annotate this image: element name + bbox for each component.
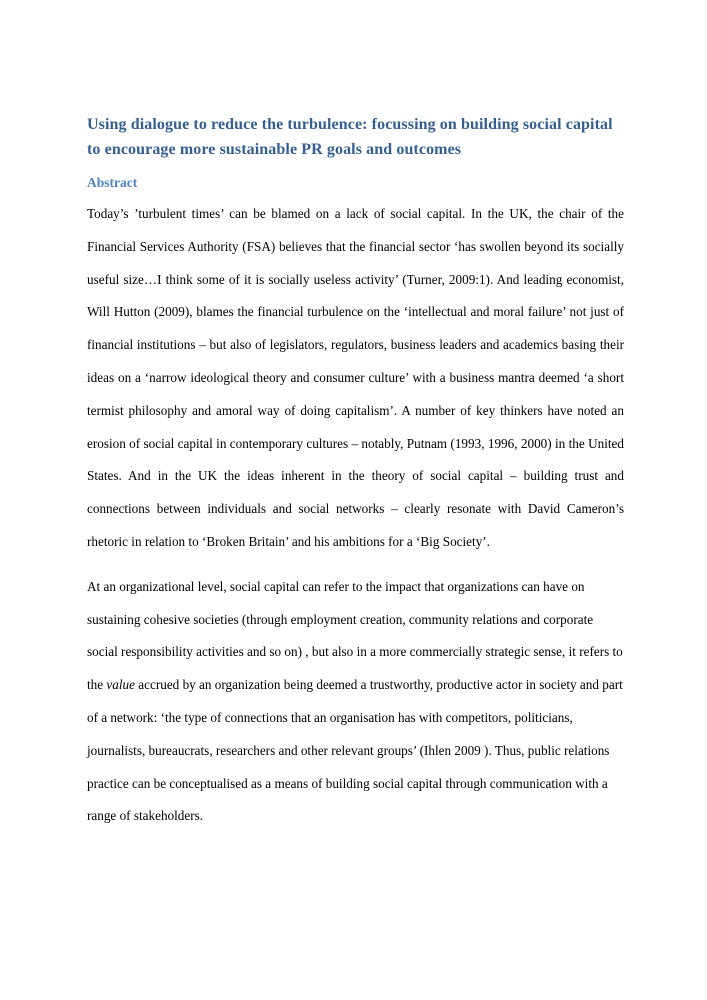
abstract-paragraph-1	[87, 198, 624, 559]
paragraph-text: At an organizational level, social capital can refer to the impact that organizations can have on sustaining cohesive societies (through employment creation, community relations and corporate social responsibility activities and so on) , but also in a more commercially strategic sense, it refers to the	[87, 578, 623, 693]
paragraph-text-italic: value	[106, 677, 135, 693]
paragraph-text: Today’s ’turbulent times’ can be blamed on a lack of social capital. In the UK, the chair of the Financial Services Authority (FSA) believes that the financial sector ‘has swollen beyond its socially useful size…I think some of it is socially useless activity’ (Turner, 2009:1). And leading economist, Will Hutton (2009), blames the financial turbulence on the ‘intellectual and moral failure’ not just of financial institutions – but also of legislators, regulators, business leaders and academics basing their ideas on a ‘narrow ideological theory and consumer culture’ with a business mantra deemed ‘a short termist philosophy and amoral way of doing capitalism’. A number of key thinkers have noted an erosion of social capital in contemporary cultures – notably, Putnam (1993, 1996, 2000) in the United States. And in the UK the ideas inherent in the theory of social capital – building trust and connections between individuals and social networks – clearly resonate with David Cameron’s rhetoric in relation to ‘Broken Britain’ and his ambitions for a ‘Big Society’.	[87, 206, 624, 549]
abstract-heading: Abstract	[87, 175, 138, 190]
paper-title: Using dialogue to reduce the turbulence: focussing on building social capital to encourage more sustainable PR goals and outcomes	[87, 116, 613, 158]
paragraph-text: accrued by an organization being deemed a trustworthy, productive actor in society and part of a network: ‘the type of connections that an organisation has with competitors, politicians, journalists, bureaucrats, researchers and other relevant groups’ (Ihlen 2009 ). Thus, public relations practice can be conceptualised as a means of building social capital through communication with a range of stakeholders.	[87, 677, 623, 824]
page-content	[87, 112, 624, 833]
abstract-paragraph-2	[87, 571, 624, 833]
